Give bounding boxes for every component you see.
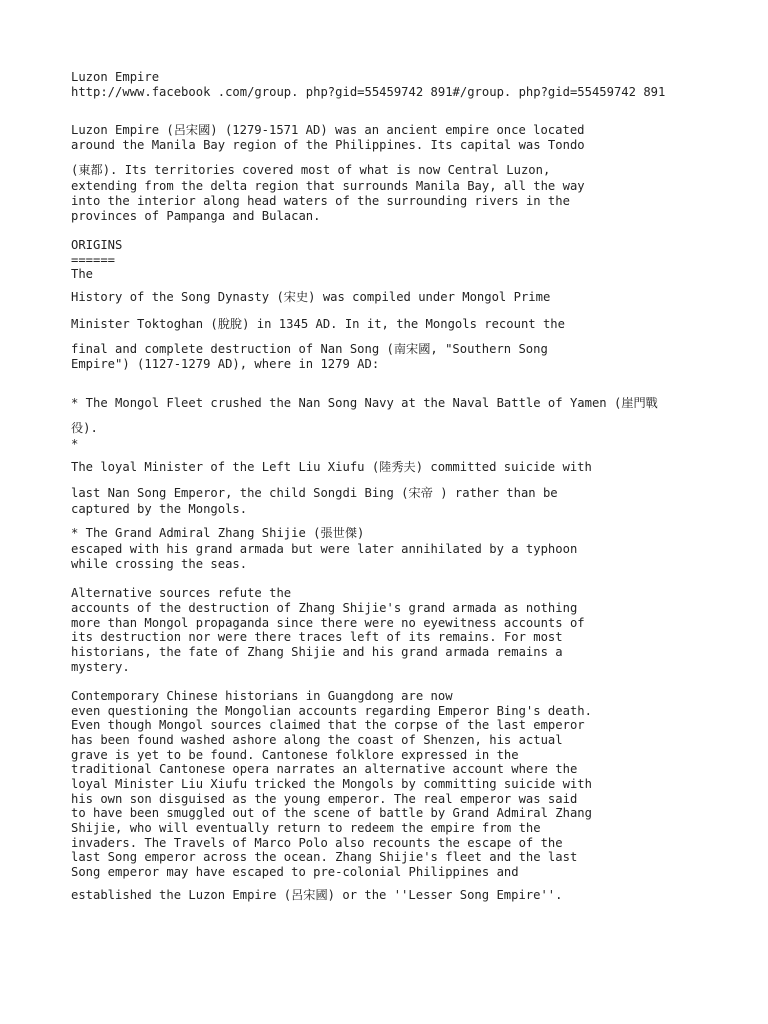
text-line: grave is yet to be found. Cantonese folklore expressed in the (71, 748, 519, 762)
text-line: loyal Minister Liu Xiufu tricked the Mongols by committing suicide with (71, 777, 592, 791)
text-line: Shijie, who will eventually return to redeem the empire from the (71, 821, 541, 835)
text-line: extending from the delta region that surrounds Manila Bay, all the way (71, 179, 585, 193)
document-title: Luzon Empire (71, 70, 160, 84)
text-line: Contemporary Chinese historians in Guangdong are now (71, 689, 453, 703)
text-line: 役). (71, 421, 98, 435)
text-line: into the interior along head waters of the surrounding rivers in the (71, 194, 570, 208)
text-line: has been found washed ashore along the coast of Shenzen, his actual (71, 733, 563, 747)
text-line: provinces of Pampanga and Bulacan. (71, 209, 321, 223)
text-line: Minister Toktoghan (脫脫) in 1345 AD. In it, the Mongols recount the (71, 317, 565, 331)
text-line: Song emperor may have escaped to pre-colonial Philippines and (71, 865, 519, 879)
text-line: to have been smuggled out of the scene of battle by Grand Admiral Zhang (71, 806, 592, 820)
text-line: historians, the fate of Zhang Shijie and his grand armada remains a (71, 645, 563, 659)
text-line: final and complete destruction of Nan Song (南宋國, "Southern Song (71, 342, 548, 356)
bullet-line: * (71, 437, 79, 451)
text-line: more than Mongol propaganda since there were no eyewitness accounts of (71, 616, 585, 630)
section-heading: ORIGINS (71, 238, 123, 252)
text-line: History of the Song Dynasty (宋史) was compiled under Mongol Prime (71, 290, 551, 304)
text-line: The loyal Minister of the Left Liu Xiufu (陸秀夫) committed suicide with (71, 460, 592, 474)
text-line: Luzon Empire (呂宋國) (1279-1571 AD) was an ancient empire once located (71, 123, 585, 137)
text-line: captured by the Mongols. (71, 502, 248, 516)
text-line: (東都). Its territories covered most of what is now Central Luzon, (71, 163, 551, 177)
text-line: escaped with his grand armada but were later annihilated by a typhoon (71, 542, 578, 556)
text-line: even questioning the Mongolian accounts regarding Emperor Bing's death. (71, 704, 592, 718)
section-underline: ====== (71, 253, 116, 267)
text-line: last Nan Song Emperor, the child Songdi Bing (宋帝 ) rather than be (71, 486, 558, 500)
text-line: mystery. (71, 660, 130, 674)
text-line: its destruction nor were there traces left of its remains. For most (71, 630, 563, 644)
text-line: Alternative sources refute the (71, 586, 292, 600)
text-line: while crossing the seas. (71, 557, 248, 571)
text-line: established the Luzon Empire (呂宋國) or the ''Lesser Song Empire''. (71, 888, 563, 902)
text-line: last Song emperor across the ocean. Zhang Shijie's fleet and the last (71, 850, 578, 864)
bullet-line: * The Grand Admiral Zhang Shijie (張世傑) (71, 526, 365, 540)
text-line: The (71, 267, 94, 281)
source-url: http://www.facebook .com/group. php?gid=55459742 891#/group. php?gid=55459742 891 (71, 85, 666, 99)
text-line: his own son disguised as the young emperor. The real emperor was said (71, 792, 578, 806)
text-line: invaders. The Travels of Marco Polo also recounts the escape of the (71, 836, 563, 850)
text-line: accounts of the destruction of Zhang Shijie's grand armada as nothing (71, 601, 578, 615)
text-line: Empire") (1127-1279 AD), where in 1279 AD: (71, 357, 380, 371)
text-line: traditional Cantonese opera narrates an alternative account where the (71, 762, 578, 776)
text-line: around the Manila Bay region of the Philippines. Its capital was Tondo (71, 138, 585, 152)
bullet-line: * The Mongol Fleet crushed the Nan Song Navy at the Naval Battle of Yamen (崖門戰 (71, 396, 658, 410)
text-line: Even though Mongol sources claimed that the corpse of the last emperor (71, 718, 585, 732)
